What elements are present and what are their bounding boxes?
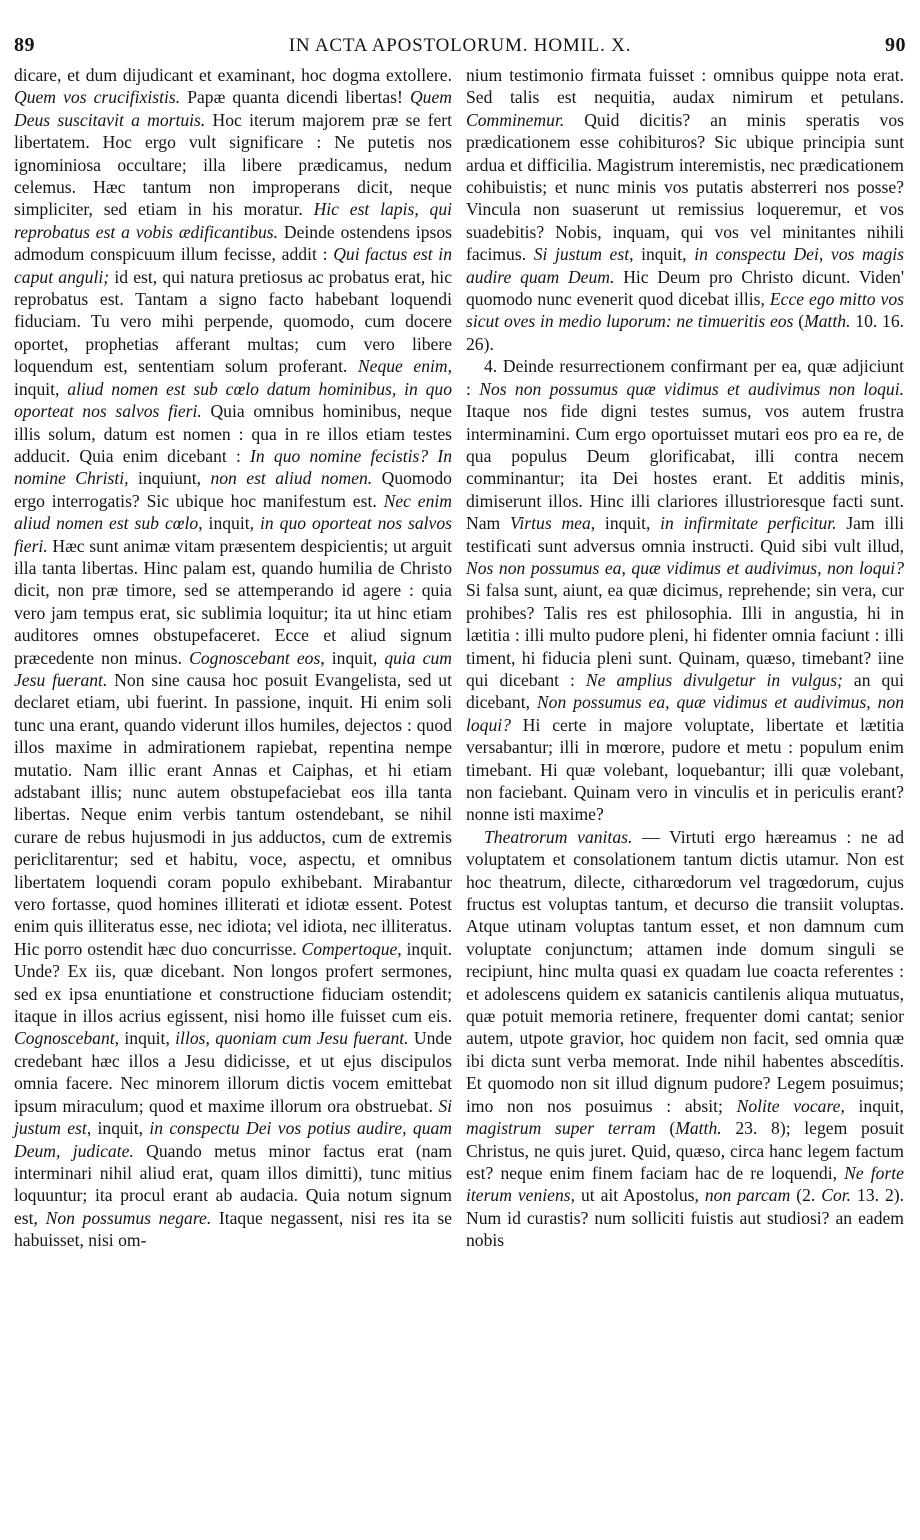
italic-text: non parcam [704, 1185, 791, 1206]
text-run: Non sine causa hoc posuit Evangelista, sed ut declaret etiam, ubi fuerint. In passione, inquit. Hi enim soli tunc una erant, quando viderunt illos humiles, dejectos : quod illos maxime in admirationem rapiebat, repentina nempe mutatio. Nam illic erant Annas et Caiphas, et hi etiam adstabant illis; nunc autem obstupefaciebat eos illa tanta libertas. Neque enim verbis tantum ostendebant, se nihil curare de rebus hujusmodi in jus adductos, cum de extremis periclitarentur; sed et habitu, voce, aspectu, et omnibus libertatem loquendi coram populo exhibebant. Mirabantur vero fortasse, quod homines illiterati et idiotæ essent. Potest enim quis illiteratus esse, nec idiota; vel idiota, nec illiteratus. Hic porro ostendit hæc duo concurrisse. [14, 669, 452, 959]
text-run: ( [793, 311, 805, 332]
text-run: 10. 16. 26). [466, 311, 905, 354]
text-run: Unde credebant hæc illos a Jesu didicisse, et ut ejus discipulos omnia facere. Nec minorem illorum dictis vocem emittebat ipsum miraculum; quod et maxime illorum ora obstruebat. [14, 1028, 452, 1116]
italic-text: in infirmitate perficitur. [660, 513, 837, 534]
text-run: Deinde ostendens ipsos admodum conspicuum illum fecisse, addit : [14, 221, 452, 265]
page-number-right: 90 [885, 34, 906, 56]
paragraph [466, 826, 904, 1252]
italic-text: Ne forte iterum veniens [466, 1162, 904, 1206]
text-run: Jam illi testificati sunt adversus omnia instructi. Quid sibi vult illud, [466, 513, 904, 556]
running-title: IN ACTA APOSTOLORUM. HOMIL. X. [288, 35, 632, 56]
italic-text: Nos non possumus ea, quæ vidimus et audivimus, non loqui? [466, 557, 904, 578]
italic-text: Cor. [821, 1185, 852, 1206]
italic-text: in conspectu Dei vos potius audire, quam Deum, judicate. [14, 1118, 452, 1161]
text-run: — Virtuti ergo hæreamus : ne ad voluptatem et consolationem tantum dictis utamur. Non est hoc theatrum, dilecte, citharœdorum vel tragœdorum, cujus fructus est voluptas tantum, et decurso die transiit voluptas. Atque utinam voluptas tantum esset, et non damnum cum voluptate conjunctum; attamen inde domum singuli se recipiunt, hinc multa quasi ex quadam lue coacta referentes : et adolescens quidem ex satanicis cantilenis aliqua mutuatus, quæ potuit memoria retinere, frequenter domi cantat; senior autem, utpote gravior, hoc quidem non facit, sed omnia quæ ibi dicta sunt verba memorat. Inde nihil habentes abscedítis. Et quomodo non sit illud dignum pudore? Legem posuimus; imo non nos posuimus : absit; [466, 826, 904, 1116]
italic-text: Ne amplius divulgetur in vulgus; [585, 669, 843, 690]
paragraph [14, 64, 452, 1252]
italic-text: Hic est lapis, qui reprobatus est a vobis ædificantibus. [14, 199, 452, 242]
text-run: 4. Deinde resurrectionem confirmant per ea, quæ adjiciunt : [466, 356, 904, 399]
text-run: dicare, et dum dijudicant et examinant, hoc dogma extollere. [14, 65, 452, 85]
italic-text: Virtus mea [509, 513, 591, 534]
italic-text: Comminemur. [466, 109, 565, 130]
italic-text: Nos non possumus quæ vidimus et audivimus non loqui. [479, 378, 904, 399]
italic-text: Ecce ego mitto vos sicut oves in medio luporum: ne timueritis eos [466, 289, 904, 332]
text-run: , inquit, [840, 1095, 904, 1116]
italic-text: Cognoscebant [14, 1028, 115, 1049]
italic-text: aliud nomen est sub cœlo datum hominibus, in quo oporteat nos salvos fieri. [14, 378, 452, 422]
text-run: Hæc sunt animæ vitam præsentem despicientis; ut arguit illa tanta libertas. Hinc palam est, quando humilia de Christo dicit, non præ timore, sed se attemperando id agere : quia vero jam tempus erat, sic sublimia loquitur; ita ut hinc etiam auditores omnes obstupefaceret. Ecce et aliud signum præcedente non minus. [14, 535, 452, 668]
italic-text: Cognoscebant eos [189, 647, 321, 668]
text-run: Quia omnibus hominibus, neque illis solum, datum est nomen : qua in re illos etiam testes adducit. Quia enim dicebant : [14, 401, 452, 466]
italic-text: Qui factus est in caput anguli; [14, 244, 452, 287]
paragraph [466, 64, 904, 355]
text-run: , inquit, [320, 647, 385, 668]
text-run: , inquit, [590, 513, 661, 534]
italic-text: In quo nomine fecistis? In nomine Christi, [14, 445, 452, 489]
italic-text: Non possumus ea, quæ vidimus et audivimus, non loqui? [466, 692, 904, 735]
italic-text: Theatrorum vanitas. [484, 826, 633, 847]
text-run: , inquit, [14, 356, 452, 399]
text-run: Quid dicitis? an minis speratis vos prædicationem esse cohibituros? Sic ubique principia sunt ardua et difficilia. Magistrum interemistis, nec prædicationem cohibuistis; et nunc minis vos putatis absterreri nos posse? Vincula non suaserunt ut remissius loqueremur, et vos suadebitis? Nobis, inquam, qui vos vel minitantes nihili facimus. [466, 109, 904, 265]
italic-text: Quem Deus suscitavit a mortuis. [14, 87, 452, 130]
italic-text: in quo oporteat nos salvos fieri. [14, 513, 452, 556]
text-run: Hoc iterum majorem præ se fert libertatem. Hoc ergo vult significare : Ne putetis nos ignominiosa occultare; illa libere prædicamus, nedum celemus. Hæc tantum non improperans dicit, neque simpliciter, sed etiam in his moratur. [14, 109, 452, 220]
text-run: Hic Deum pro Christo dicunt. Viden' quomodo nunc evenerit quod dicebat illis, [466, 266, 904, 310]
text-run: 13. 2). Num id curastis? num solliciti fuistis aut studiosi? an eadem nobis [466, 1185, 905, 1251]
italic-text: Matth. [804, 311, 851, 332]
italic-text: in conspectu Dei, vos magis audire quam Deum. [466, 244, 904, 287]
italic-text: Nolite vocare [736, 1095, 841, 1116]
italic-text: quia cum Jesu fuerant. [14, 647, 452, 690]
text-run: , ut ait Apostolus, [570, 1185, 705, 1206]
page-number-left: 89 [14, 34, 35, 56]
italic-text: Si justum est [533, 244, 630, 265]
italic-text: Matth. [675, 1118, 722, 1139]
text-run: , inquit, [86, 1118, 150, 1139]
italic-text: Non possumus negare. [45, 1207, 212, 1228]
text-run: nium testimonio firmata fuisset : omnibus quippe nota erat. Sed talis est nequitia, audax nimirum et petulans. [466, 65, 904, 108]
italic-text: magistrum super terram [466, 1118, 656, 1139]
italic-text: Compertoque [301, 938, 398, 959]
italic-text: Quem vos crucifixistis. [14, 87, 181, 108]
text-run: 23. 8); legem posuit Christus, ne quis juret. Quid, quæso, circa hanc legem factum est? neque enim finem faciam hac de re loquendi, [466, 1118, 904, 1183]
text-run: Quando metus minor factus erat (nam interminari nihil aliud erat, quam illos dimitti), tunc mitius loquuntur; ita procul erant ab audacia. Quia notum signum est, [14, 1140, 452, 1228]
paragraph [466, 355, 904, 826]
text-run: , inquit. Unde? Ex iis, quæ dicebant. Non longos profert sermones, sed ex ipsa enuntiatione et constructione fiduciam ostendit; itaque in illos acrius egissent, nisi homo ille fuisset cum eis. [14, 938, 452, 1027]
text-run: , inquit, [114, 1028, 176, 1049]
italic-text: Si justum est [14, 1095, 452, 1139]
text-run: ( [655, 1118, 676, 1139]
text-run: , inquit, [198, 513, 260, 534]
text-run: (2. [790, 1185, 822, 1206]
text-run: Itaque nos fide digni testes sumus, vos autem frustra interminamini. Cum ergo oportuisset mutari eos pro ea re, de qua populus Deum glorificabat, illi contra necem comminantur; ita Dei hostes erant. Et additis minis, dimiserunt illos. Hinc illi clariores illustrioresque facti sunt. Nam [466, 401, 904, 534]
text-run: id est, qui natura pretiosus ac probatus erat, hic reprobatus est. Tantam a signo facto habebant loquendi fiduciam. Tu vero mihi perpende, quomodo, cum docere oportet, prophetias afferant multas; cum vero libere loquendum est, sententiam solum proferant. [14, 266, 453, 377]
text-run: Si falsa sunt, aiunt, ea quæ dicimus, reprehende; sin vera, cur prohibes? Talis res est philosophia. Illi in angustia, hi in lætitia : illi multo pudore pleni, hi fidenter omnia faciunt : illi timent, hi fiducia pleni sunt. Quinam, quæso, timebant? iine qui dicebant : [466, 580, 904, 690]
text-run: , inquit, [629, 244, 695, 265]
text-run: Itaque negassent, nisi res ita se habuisset, nisi om- [14, 1207, 452, 1251]
running-header [14, 34, 906, 60]
text-run: Hi certe in majore voluptate, libertate et lætitia versabantur; illi in mœrore, pudore et metu : populum enim timebant. Hi quæ volebant, loquebantur; illi quæ volebant, non faciebant. Quinam vero in vinculis et in periculis erant? nonne isti maxime? [466, 714, 904, 825]
text-run: an qui dicebant, [466, 669, 904, 713]
left-column [14, 64, 452, 1252]
text-run: inquiunt, [128, 468, 211, 489]
italic-text: Nec enim aliud nomen est sub cœlo [14, 490, 452, 534]
italic-text: non est aliud nomen. [210, 468, 373, 489]
text-run: Papæ quanta dicendi libertas! [180, 87, 410, 108]
italic-text: Neque enim [357, 356, 448, 377]
text-run: Quomodo ergo interrogatis? Sic ubique hoc manifestum est. [14, 468, 452, 511]
italic-text: illos, quoniam cum Jesu fuerant. [175, 1028, 409, 1049]
right-column [466, 64, 904, 1252]
